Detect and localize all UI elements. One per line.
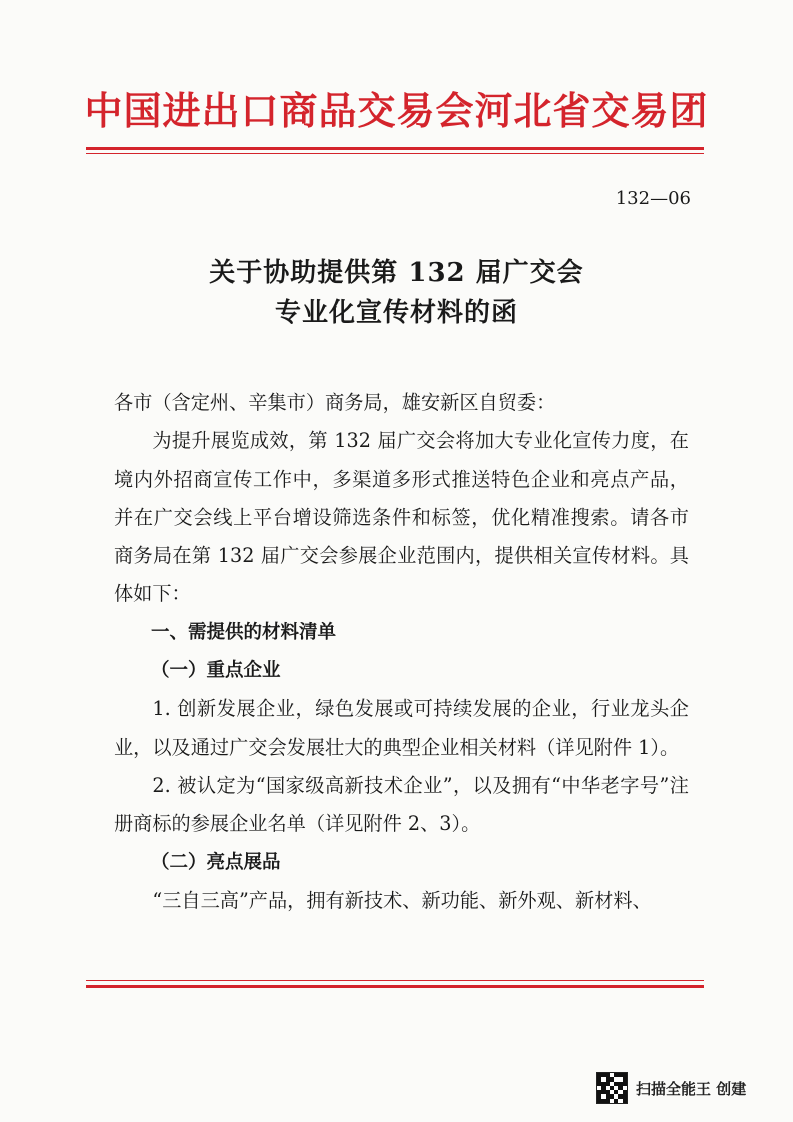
qr-code-icon <box>596 1072 628 1104</box>
document-number: 132—06 <box>615 188 691 209</box>
section-1-heading: 一、需提供的材料清单 <box>151 621 337 643</box>
last-paragraph: “三自三高”产品，拥有新技术、新功能、新外观、新材料、 <box>152 888 652 912</box>
scanner-watermark <box>596 1072 746 1104</box>
letterhead-rule-thin <box>86 153 704 154</box>
item-1: 1. 创新发展企业，绿色发展或可持续发展的企业，行业龙头企业，以及通过广交会发展壮大的典型企业相关材料（详见附件 1）。 <box>114 697 689 759</box>
letterhead-rule-thick <box>86 147 704 150</box>
item-2: 2. 被认定为“国家级高新技术企业”，以及拥有“中华老字号”注册商标的参展企业名单（详见附件 2、3）。 <box>114 773 689 836</box>
scanner-label: 扫描全能王 创建 <box>636 1079 747 1098</box>
letterhead-org-name: 中国进出口商品交易会河北省交易团 <box>84 89 709 133</box>
footer-rule-thin <box>86 980 704 981</box>
subsection-2-heading: （二）亮点展品 <box>151 851 281 873</box>
subsection-1-heading: （一）重点企业 <box>151 660 281 682</box>
salutation: 各市（含定州、辛集市）商务局，雄安新区自贸委： <box>114 391 556 414</box>
document-body <box>114 384 689 920</box>
document-title-line-2: 专业化宣传材料的函 <box>274 298 518 328</box>
document-title-line-1: 关于协助提供第 132 届广交会 <box>209 258 584 288</box>
footer-rule-thick <box>86 985 704 988</box>
intro-paragraph: 为提升展览成效，第 132 届广交会将加大专业化宣传力度，在境内外招商宣传工作中，多渠道多形式推送特色企业和亮点产品，并在广交会线上平台增设筛选条件和标签，优化精准搜索。请各市商务局在第 132 届广交会参展企业范围内，提供相关宣传材料。具体如下： <box>114 429 689 606</box>
